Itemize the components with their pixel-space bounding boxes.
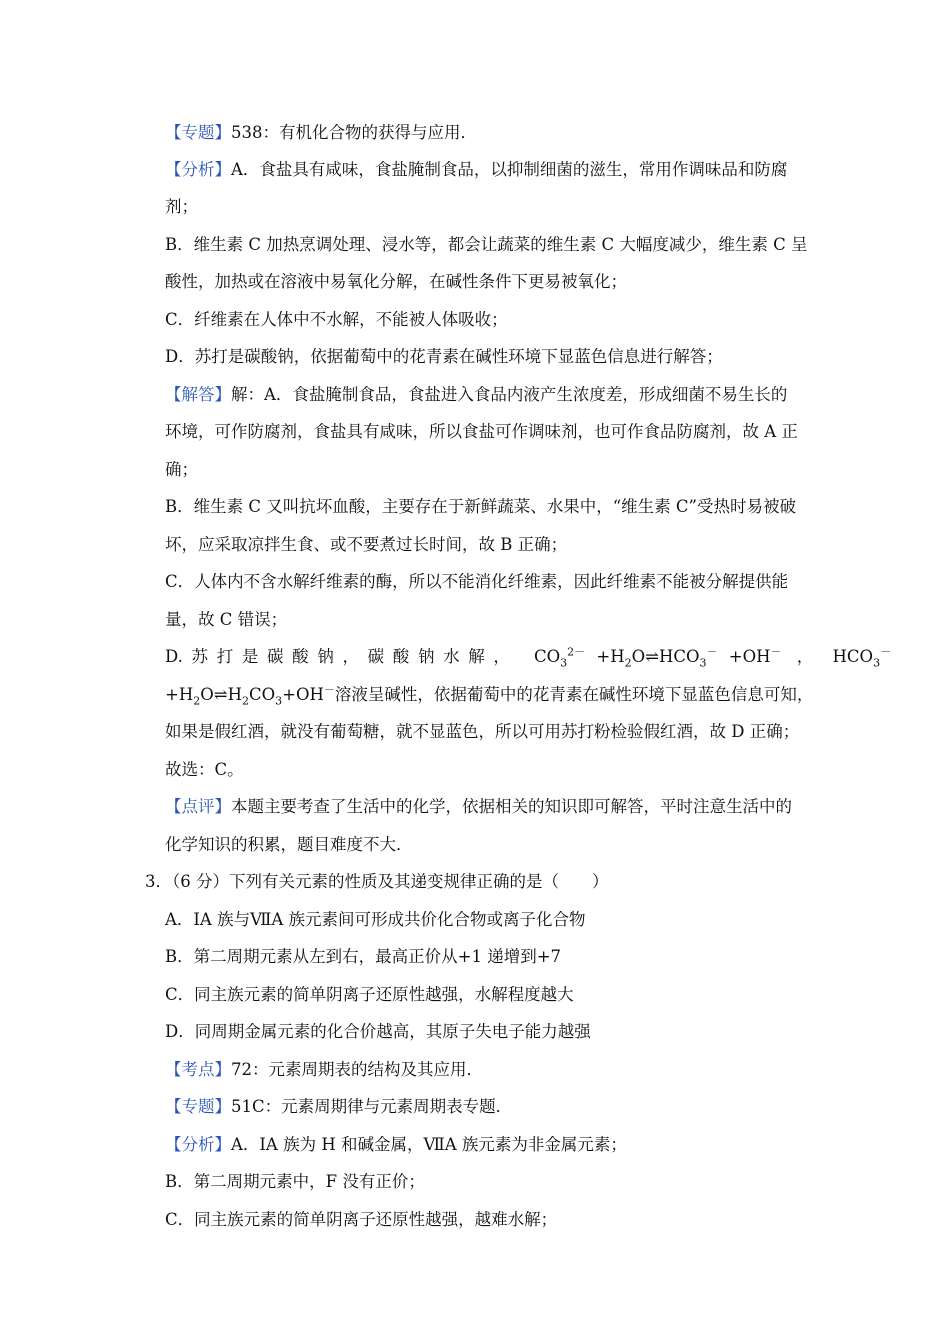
q2-analysis-c-line: C．纤维素在人体中不水解，不能被人体吸收； xyxy=(165,310,508,329)
eq2-c-sub: 3 xyxy=(275,694,283,708)
eq2-a-sub: 2 xyxy=(193,694,201,708)
comment-tag: 【点评】 xyxy=(165,797,231,816)
eq-hco3-sup: － xyxy=(706,645,718,659)
q3-point-text: 72：元素周期表的结构及其应用． xyxy=(231,1060,483,1079)
q2-analysis-b-line-2: 酸性，加热或在溶液中易氧化分解，在碱性条件下更易被氧化； xyxy=(165,272,627,291)
eq2-c: CO xyxy=(248,685,276,704)
q3-option-c: C．同主族元素的简单阴离子还原性越强，水解程度越大 xyxy=(165,985,574,1004)
q2-analysis-b-line-1: B．维生素 C 加热烹调处理、浸水等，都会让蔬菜的维生素 C 大幅度减少，维生素 C 呈 xyxy=(165,235,808,254)
q3-analysis-line-a xyxy=(165,1134,627,1156)
eq2-d: +OH xyxy=(282,685,324,704)
eq2-rest: 溶液呈碱性，依据葡萄中的花青素在碱性环境下显蓝色信息可知， xyxy=(334,685,814,704)
q2-answer-a-line-3: 确； xyxy=(165,460,198,479)
q2-answer-b-line-2: 坏，应采取凉拌生食、或不要煮过长时间，故 B 正确； xyxy=(165,535,568,554)
q2-answer-line-1 xyxy=(165,384,787,406)
eq2-b: O⇌H xyxy=(200,685,242,704)
q2-answer-a-line-2: 环境，可作防腐剂，食盐具有咸味，所以食盐可作调味剂，也可作食品防腐剂，故 A 正 xyxy=(165,422,798,441)
q2-answer-c-line-1: C．人体内不含水解纤维素的酶，所以不能消化纤维素，因此纤维素不能被分解提供能 xyxy=(165,572,789,591)
q3-analysis-line-b: B．第二周期元素中，F 没有正价； xyxy=(165,1172,425,1191)
answer-d-lead-char: 打 xyxy=(216,647,234,666)
q3-point-line xyxy=(165,1059,483,1081)
q2-comment-1: 本题主要考查了生活中的化学，依据相关的知识即可解答，平时注意生活中的 xyxy=(231,797,792,816)
q3-topic-text: 51C：元素周期律与元素周期表专题． xyxy=(231,1097,513,1116)
q3-option-d: D．同周期金属元素的化合价越高，其原子失电子能力越强 xyxy=(165,1022,591,1041)
q2-analysis-line-2: 剂； xyxy=(165,197,198,216)
q2-answer-b-line-1: B．维生素 C 又叫抗坏血酸，主要存在于新鲜蔬菜、水果中，“维生素 C”受热时易被破 xyxy=(165,497,796,516)
answer-d-lead-char: 水 xyxy=(443,647,460,666)
eq-co3-sup: 2－ xyxy=(567,645,586,659)
answer-d-lead-char: 解 xyxy=(468,647,485,666)
eq-hco3b-sup: － xyxy=(880,645,892,659)
eq-hco3-sub: 3 xyxy=(699,656,707,670)
answer-d-lead-char: 是 xyxy=(241,647,259,666)
q2-answer-d-line-2 xyxy=(165,684,813,706)
eq-oh: +OH xyxy=(728,647,771,666)
q2-answer-d-line-3: 如果是假红酒，就没有葡萄糖，就不显蓝色，所以可用苏打粉检验假红酒，故 D 正确； xyxy=(165,722,800,741)
q3-stem: 3．（6 分）下列有关元素的性质及其递变规律正确的是（ ） xyxy=(145,872,609,891)
eq-hco3b: HCO xyxy=(832,647,874,666)
answer-d-lead-char: 苏 xyxy=(191,647,209,666)
eq-h2o-1-rest: O⇌HCO xyxy=(631,647,700,666)
q3-option-b: B．第二周期元素从左到右，最高正价从+1 递增到+7 xyxy=(165,947,562,966)
answer-d-lead-char: 酸 xyxy=(292,647,309,666)
q2-answer-c-line-2: 量，故 C 错误； xyxy=(165,610,288,629)
eq-comma: ， xyxy=(796,647,814,666)
eq2-d-sup: － xyxy=(323,683,335,697)
eq2-b-sub: 2 xyxy=(241,694,249,708)
q2-answer-a-1: 解：A．食盐腌制食品，食盐进入食品内液产生浓度差，形成细菌不易生长的 xyxy=(231,385,788,404)
q2-topic-text: 538：有机化合物的获得与应用． xyxy=(231,123,477,142)
eq-co3: CO xyxy=(534,647,561,666)
eq2-a: +H xyxy=(165,685,194,704)
q3-analysis-a: A．ⅠA 族为 H 和碱金属，ⅦA 族元素为非金属元素； xyxy=(231,1135,627,1154)
q2-choice-line: 故选：C。 xyxy=(165,760,244,779)
answer-d-lead-char: ， xyxy=(342,647,359,666)
q2-answer-d-equation-1 xyxy=(534,646,891,668)
eq-hco3b-sub: 3 xyxy=(873,656,881,670)
eq-co3-sub: 3 xyxy=(560,656,568,670)
q2-analysis-a-1: A．食盐具有咸味，食盐腌制食品，以抑制细菌的滋生，常用作调味品和防腐 xyxy=(231,160,788,179)
q2-analysis-d-line: D．苏打是碳酸钠，依据葡萄中的花青素在碱性环境下显蓝色信息进行解答； xyxy=(165,347,723,366)
answer-tag: 【解答】 xyxy=(165,385,231,404)
topic-tag: 【专题】 xyxy=(165,123,231,142)
answer-d-lead-char: 碳 xyxy=(367,647,385,666)
q2-topic-line xyxy=(165,122,477,144)
q3-topic-line xyxy=(165,1096,512,1118)
answer-d-lead-char: 钠 xyxy=(417,647,435,666)
q2-comment-line-1 xyxy=(165,796,792,818)
analysis-tag: 【分析】 xyxy=(165,160,231,179)
answer-d-lead xyxy=(165,646,510,668)
point-tag: 【考点】 xyxy=(165,1060,231,1079)
q3-topic-tag: 【专题】 xyxy=(165,1097,231,1116)
q3-analysis-tag: 【分析】 xyxy=(165,1135,231,1154)
q3-analysis-line-c: C．同主族元素的简单阴离子还原性越强，越难水解； xyxy=(165,1210,558,1229)
q2-analysis-line-1 xyxy=(165,159,787,181)
q3-option-a: A．ⅠA 族与ⅦA 族元素间可形成共价化合物或离子化合物 xyxy=(165,910,586,929)
eq-h2o-1: +H xyxy=(596,647,625,666)
answer-d-lead-char: 钠 xyxy=(317,647,334,666)
eq-h2o-1-sub: 2 xyxy=(624,656,632,670)
q2-answer-d-line-1-lead xyxy=(165,646,510,668)
eq-oh-sup: － xyxy=(770,645,782,659)
answer-d-lead-char: ， xyxy=(493,647,510,666)
answer-d-lead-char: 碳 xyxy=(267,647,284,666)
answer-d-lead-char: 酸 xyxy=(392,647,410,666)
q2-comment-line-2: 化学知识的积累，题目难度不大． xyxy=(165,835,413,854)
answer-d-lead-char: D. xyxy=(165,647,183,666)
